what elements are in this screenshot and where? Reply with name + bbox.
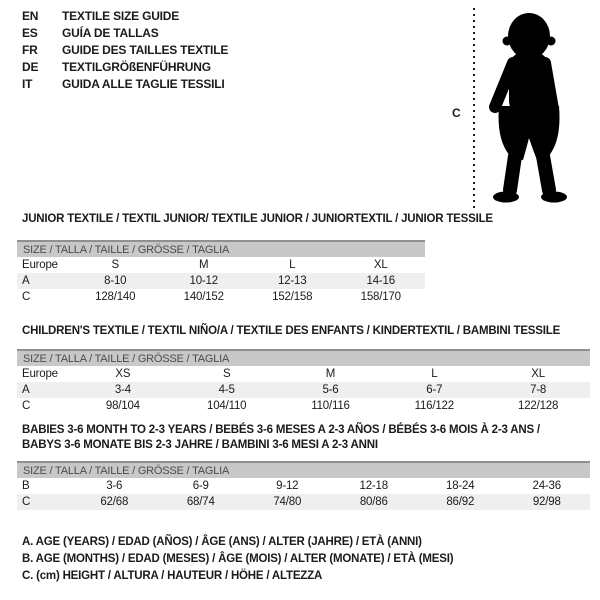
- table-title-junior: [22, 212, 502, 227]
- language-title: GUIDE DES TAILLES TEXTILE: [62, 43, 229, 57]
- table-cell: 92/98: [532, 496, 561, 508]
- table-cell: 110/116: [311, 400, 350, 412]
- table-cell: 128/140: [95, 291, 136, 303]
- language-row: [22, 8, 228, 25]
- table-title-children: [22, 324, 582, 339]
- language-code: FR: [22, 43, 38, 57]
- language-row: [22, 25, 228, 42]
- table-babies: [17, 461, 590, 510]
- table-cell: 104/110: [207, 400, 247, 412]
- language-title: GUÍA DE TALLAS: [62, 26, 159, 40]
- table-cell: 80/86: [359, 496, 388, 508]
- row-label: A: [22, 275, 30, 287]
- table-children: [17, 349, 590, 414]
- table-cell: 4-5: [218, 384, 235, 396]
- language-title: TEXTILGRÖßENFÜHRUNG: [62, 60, 211, 74]
- table-cell: 3-6: [106, 480, 123, 492]
- table-cell: 158/170: [360, 291, 401, 303]
- table-row: [17, 398, 590, 414]
- footnotes: [22, 534, 453, 585]
- table-cell: 18-24: [446, 480, 475, 492]
- table-title-babies: [22, 423, 582, 453]
- table-cell: 14-16: [366, 275, 395, 287]
- height-measure-dotted-line: [473, 8, 475, 210]
- table-row: [17, 366, 590, 382]
- table-cell: 9-12: [276, 480, 299, 492]
- table-cell: S: [111, 259, 119, 271]
- language-code: DE: [22, 60, 39, 74]
- row-label: B: [22, 480, 30, 492]
- footnote-line: C. (cm) HEIGHT / ALTURA / HAUTEUR / HÖHE / ALTEZZA: [22, 570, 323, 582]
- size-header-bar: SIZE / TALLA / TAILLE / GRÖSSE / TAGLIA: [17, 461, 590, 478]
- table-cell: XL: [373, 259, 388, 271]
- table-row: [17, 478, 590, 494]
- table-cell: 12-13: [278, 275, 307, 287]
- row-label: Europe: [22, 259, 58, 271]
- table-cell: 8-10: [104, 275, 127, 287]
- table-row: [17, 257, 425, 273]
- row-label: Europe: [22, 368, 58, 380]
- table-cell: 12-18: [359, 480, 388, 492]
- language-row: [22, 42, 228, 59]
- table-cell: L: [431, 368, 438, 380]
- footnote-line: A. AGE (YEARS) / EDAD (AÑOS) / ÂGE (ANS) / ALTER (JAHRE) / ETÀ (ANNI): [22, 536, 422, 548]
- row-label: C: [22, 291, 31, 303]
- table-title-line: BABIES 3-6 MONTH TO 2-3 YEARS / BEBÉS 3-6 MESES A 2-3 AÑOS / BÉBÉS 3-6 MOIS À 2-3 ANS /: [22, 424, 540, 436]
- size-header-bar: SIZE / TALLA / TAILLE / GRÖSSE / TAGLIA: [17, 349, 590, 366]
- table-cell: M: [199, 259, 209, 271]
- language-row: [22, 59, 228, 76]
- table-row: [17, 382, 590, 398]
- table-rows: [17, 478, 590, 510]
- table-rows: [17, 257, 425, 305]
- table-cell: 7-8: [530, 384, 547, 396]
- table-cell: XL: [531, 368, 545, 380]
- table-row: [17, 494, 590, 510]
- table-row: [17, 289, 425, 305]
- table-cell: XS: [115, 368, 131, 380]
- table-title-line: BABYS 3-6 MONATE BIS 2-3 JAHRE / BAMBINI 3-6 MESI A 2-3 ANNI: [22, 439, 378, 451]
- table-cell: 6-7: [426, 384, 443, 396]
- table-cell: 122/128: [518, 400, 559, 412]
- table-rows: [17, 366, 590, 414]
- row-label: C: [22, 400, 31, 412]
- table-cell: 62/68: [100, 496, 129, 508]
- language-code: ES: [22, 26, 38, 40]
- size-header-bar: SIZE / TALLA / TAILLE / GRÖSSE / TAGLIA: [17, 240, 425, 257]
- table-cell: 152/158: [272, 291, 313, 303]
- table-cell: 5-6: [322, 384, 339, 396]
- language-code: EN: [22, 9, 39, 23]
- table-cell: L: [289, 259, 296, 271]
- table-cell: 6-9: [192, 480, 209, 492]
- table-cell: 98/104: [105, 400, 140, 412]
- table-cell: M: [325, 368, 336, 380]
- language-title: TEXTILE SIZE GUIDE: [62, 9, 180, 23]
- footnote-line: B. AGE (MONTHS) / EDAD (MESES) / ÂGE (MOIS) / ALTER (MONATE) / ETÀ (MESI): [22, 553, 454, 565]
- language-title: GUIDA ALLE TAGLIE TESSILI: [62, 77, 225, 91]
- table-cell: 74/80: [273, 496, 302, 508]
- table-cell: 3-4: [114, 384, 131, 396]
- table-cell: 116/122: [414, 400, 454, 412]
- baby-silhouette-icon: [482, 10, 578, 206]
- language-list: [22, 8, 228, 93]
- row-label: C: [22, 496, 31, 508]
- table-cell: 68/74: [186, 496, 215, 508]
- table-cell: S: [222, 368, 231, 380]
- table-title-line: JUNIOR TEXTILE / TEXTIL JUNIOR/ TEXTILE JUNIOR / JUNIORTEXTIL / JUNIOR TESSILE: [22, 213, 493, 225]
- table-junior: [17, 240, 425, 305]
- table-cell: 10-12: [189, 275, 218, 287]
- table-cell: 140/152: [183, 291, 224, 303]
- table-cell: 24-36: [532, 480, 561, 492]
- row-label: A: [22, 384, 30, 396]
- height-measure-label: C: [452, 106, 461, 120]
- table-row: [17, 273, 425, 289]
- table-cell: 86/92: [446, 496, 475, 508]
- table-title-line: CHILDREN'S TEXTILE / TEXTIL NIÑO/A / TEXTILE DES ENFANTS / KINDERTEXTIL / BAMBINI TESSILE: [22, 325, 561, 337]
- language-code: IT: [22, 77, 33, 91]
- language-row: [22, 76, 228, 93]
